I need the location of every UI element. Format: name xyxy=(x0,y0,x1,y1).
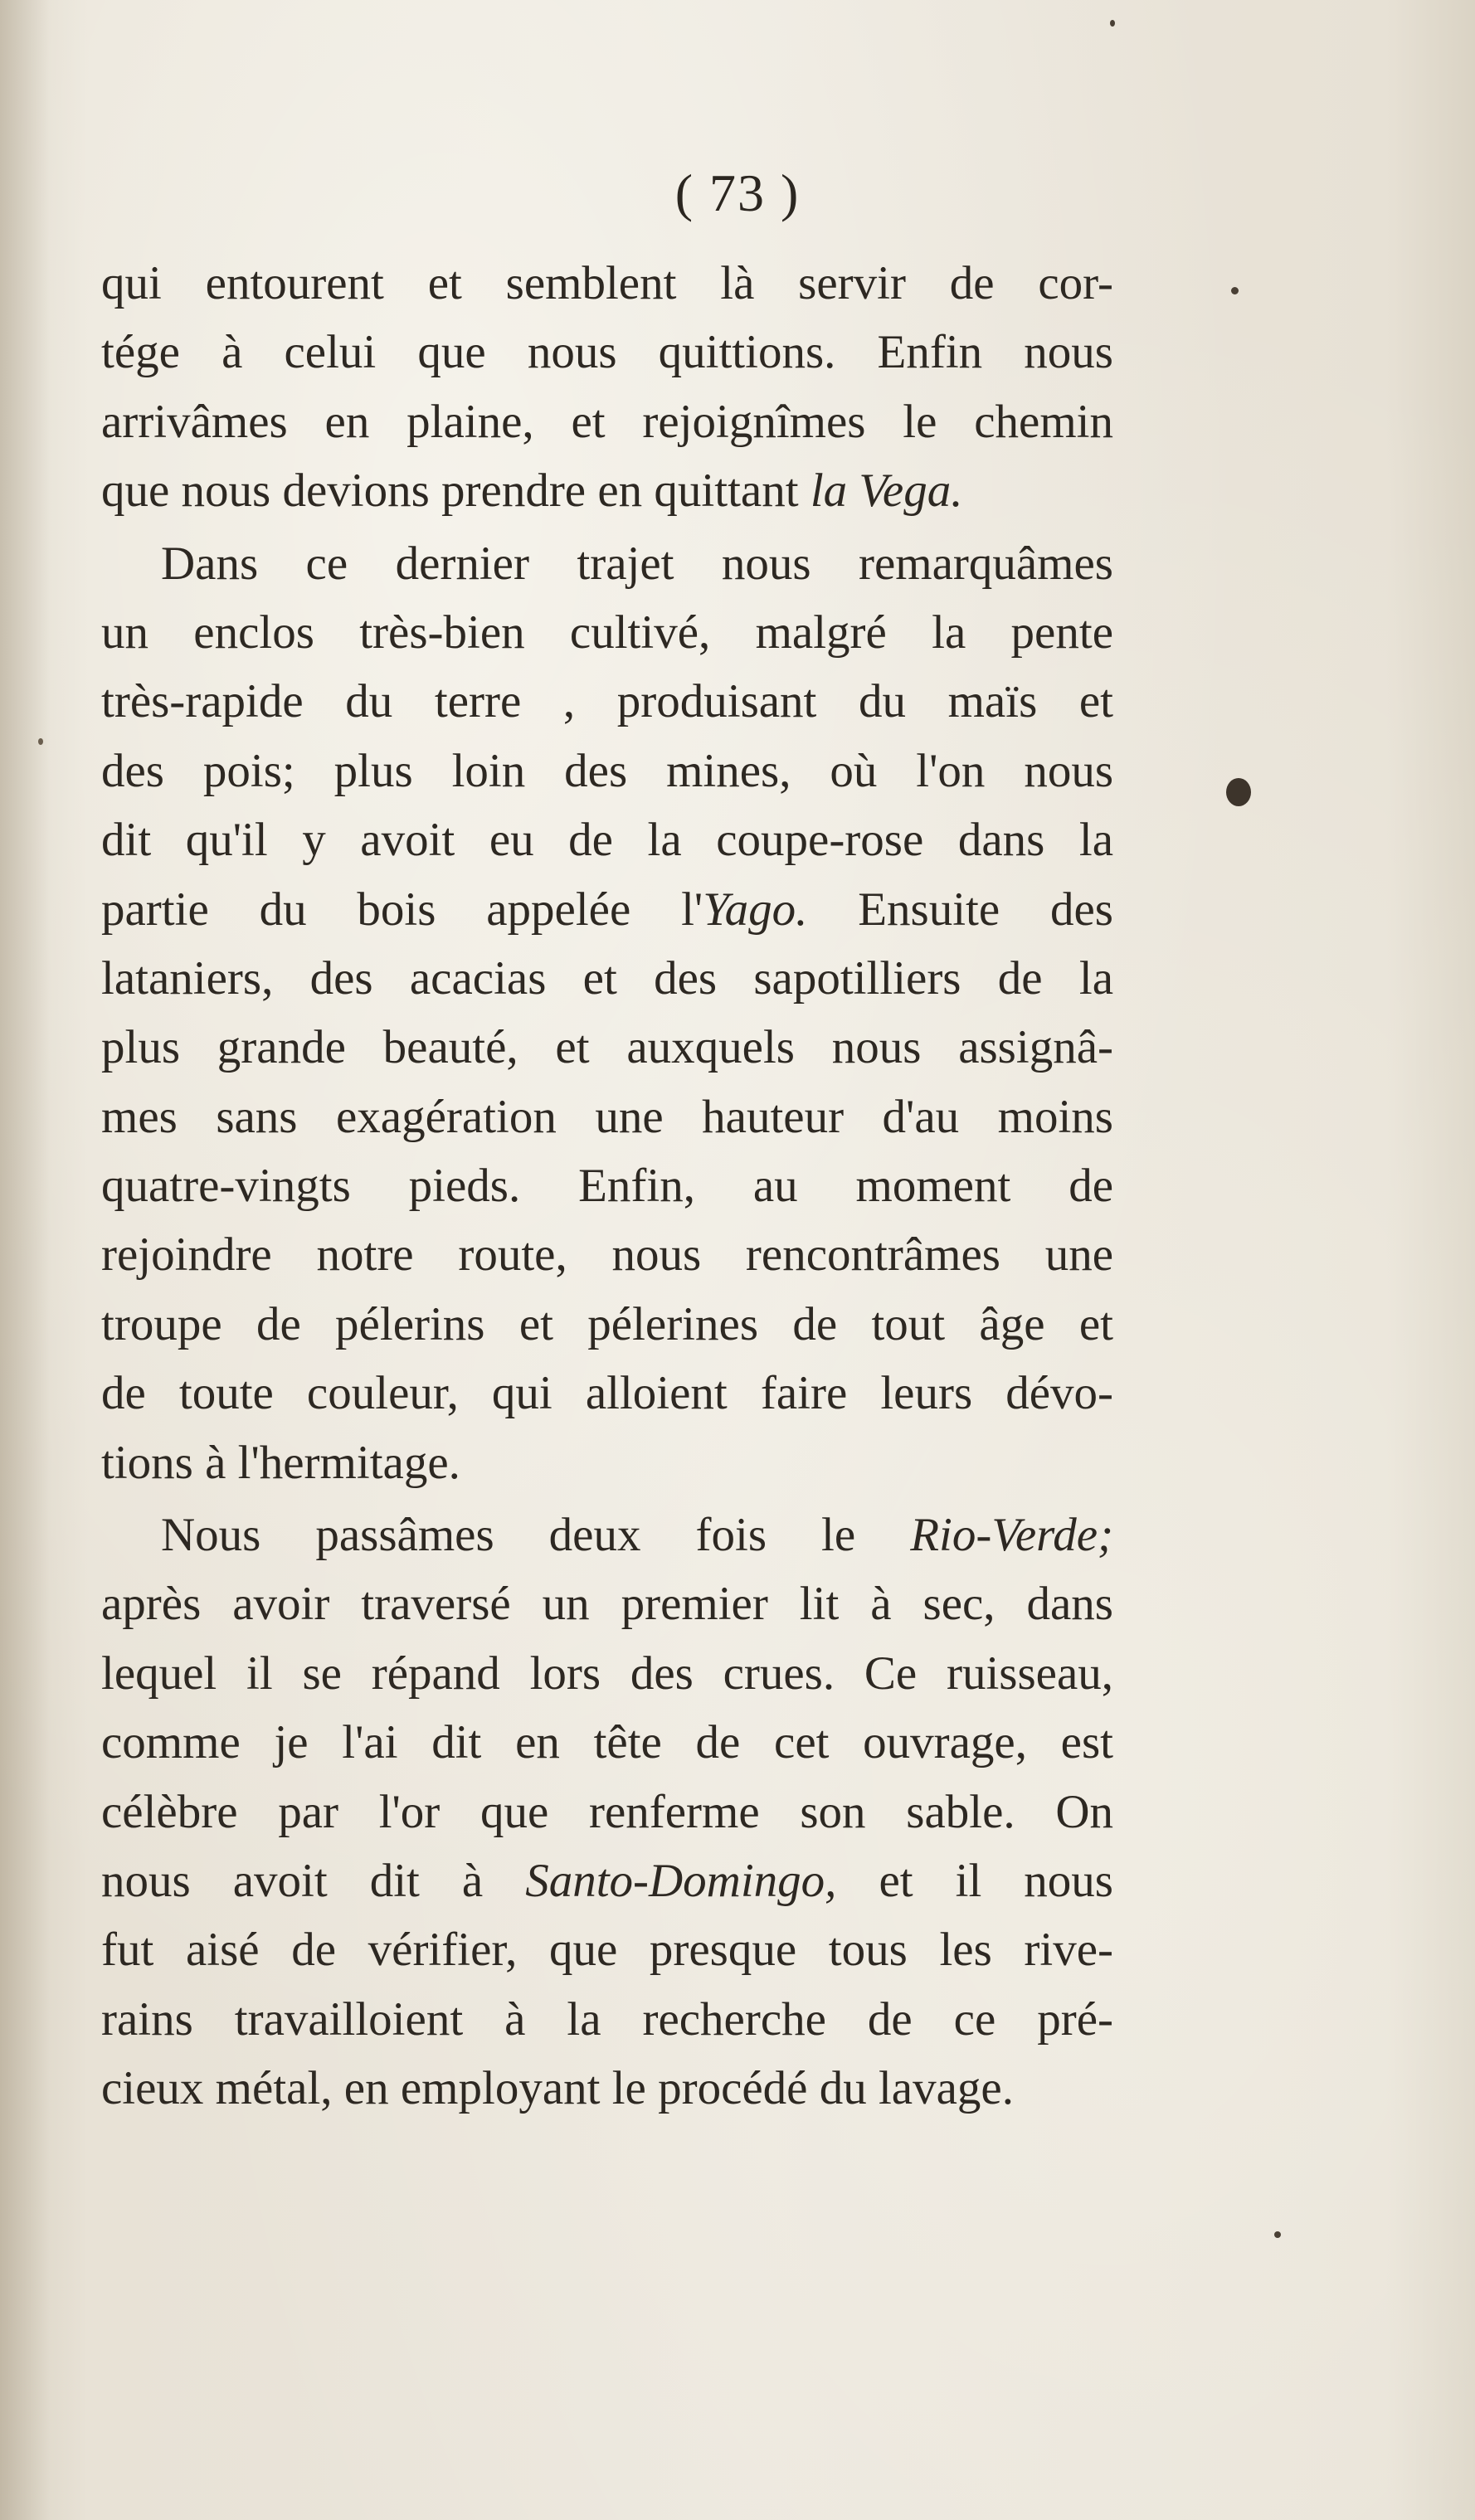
text-line: Dans ce dernier trajet nous remarquâmes xyxy=(161,537,1113,590)
text-line: dit qu'il y avoit eu de la coupe-rose dans la xyxy=(101,814,1113,867)
text-line: plus grande beauté, et auxquels nous assignâ- xyxy=(101,1021,1113,1074)
text-run: Ensuite des xyxy=(807,883,1113,936)
italic-place-name: Rio-Verde; xyxy=(910,1509,1113,1562)
text-line: rains travailloient à la recherche de ce pré- xyxy=(101,1992,1113,2046)
ink-spot xyxy=(1231,287,1239,294)
text-line: très-rapide du terre , produisant du maïs et xyxy=(101,675,1113,728)
text-run: Nous passâmes deux fois le xyxy=(161,1509,911,1562)
text-line: tége à celui que nous quittions. Enfin nous xyxy=(101,326,1113,379)
text-line xyxy=(101,1846,1113,1915)
text-line: célèbre par l'or que renferme son sable. On xyxy=(101,1785,1113,1838)
text-line: de toute couleur, qui alloient faire leurs dévo- xyxy=(101,1367,1113,1420)
text-line: quatre-vingts pieds. Enfin, au moment de xyxy=(101,1160,1113,1213)
text-line: qui entourent et semblent là servir de cor- xyxy=(101,257,1113,309)
text-line: troupe de pélerins et pélerines de tout âge et xyxy=(101,1297,1113,1350)
text-line xyxy=(101,875,1113,944)
text-line: lataniers, des acacias et des sapotilliers de la xyxy=(101,951,1113,1005)
text-line: lequel il se répand lors des crues. Ce ruisseau, xyxy=(101,1647,1113,1700)
text-run: que nous devions prendre en quittant xyxy=(101,465,811,518)
text-line: comme je l'ai dit en tête de cet ouvrage, est xyxy=(101,1716,1113,1769)
text-line xyxy=(101,456,1113,525)
text-run: partie du bois appelée l' xyxy=(101,883,703,936)
text-line: fut aisé de vérifier, que presque tous les rive- xyxy=(101,1924,1113,1977)
text-line: mes sans exagération une hauteur d'au moins xyxy=(101,1090,1113,1143)
text-line: arrivâmes en plaine, et rejoignîmes le chemin xyxy=(101,395,1113,448)
ink-spot xyxy=(1226,778,1251,806)
text-run: et il nous xyxy=(836,1854,1113,1907)
text-line: tions à l'hermitage. xyxy=(101,1436,460,1489)
page-number: ( 73 ) xyxy=(674,163,801,222)
ink-spot xyxy=(38,738,43,745)
italic-place-name: la Vega. xyxy=(810,465,963,518)
text-line: des pois; plus loin des mines, où l'on nous xyxy=(101,744,1113,797)
text-line: un enclos très-bien cultivé, malgré la pente xyxy=(101,606,1113,659)
page-edge-shadow xyxy=(0,0,50,2520)
ink-spot xyxy=(1274,2231,1281,2238)
page-text xyxy=(101,249,1113,2124)
text-line: après avoir traversé un premier lit à sec, dans xyxy=(101,1578,1113,1631)
text-run: nous avoit dit à xyxy=(101,1854,526,1907)
text-line: rejoindre notre route, nous rencontrâmes une xyxy=(101,1228,1113,1282)
text-line xyxy=(101,1501,1113,1569)
italic-place-name: Yago. xyxy=(703,883,808,936)
italic-place-name: Santo-Domingo, xyxy=(525,1854,837,1907)
ink-spot xyxy=(1110,20,1115,27)
text-line: cieux métal, en employant le procédé du lavage. xyxy=(101,2062,1014,2115)
